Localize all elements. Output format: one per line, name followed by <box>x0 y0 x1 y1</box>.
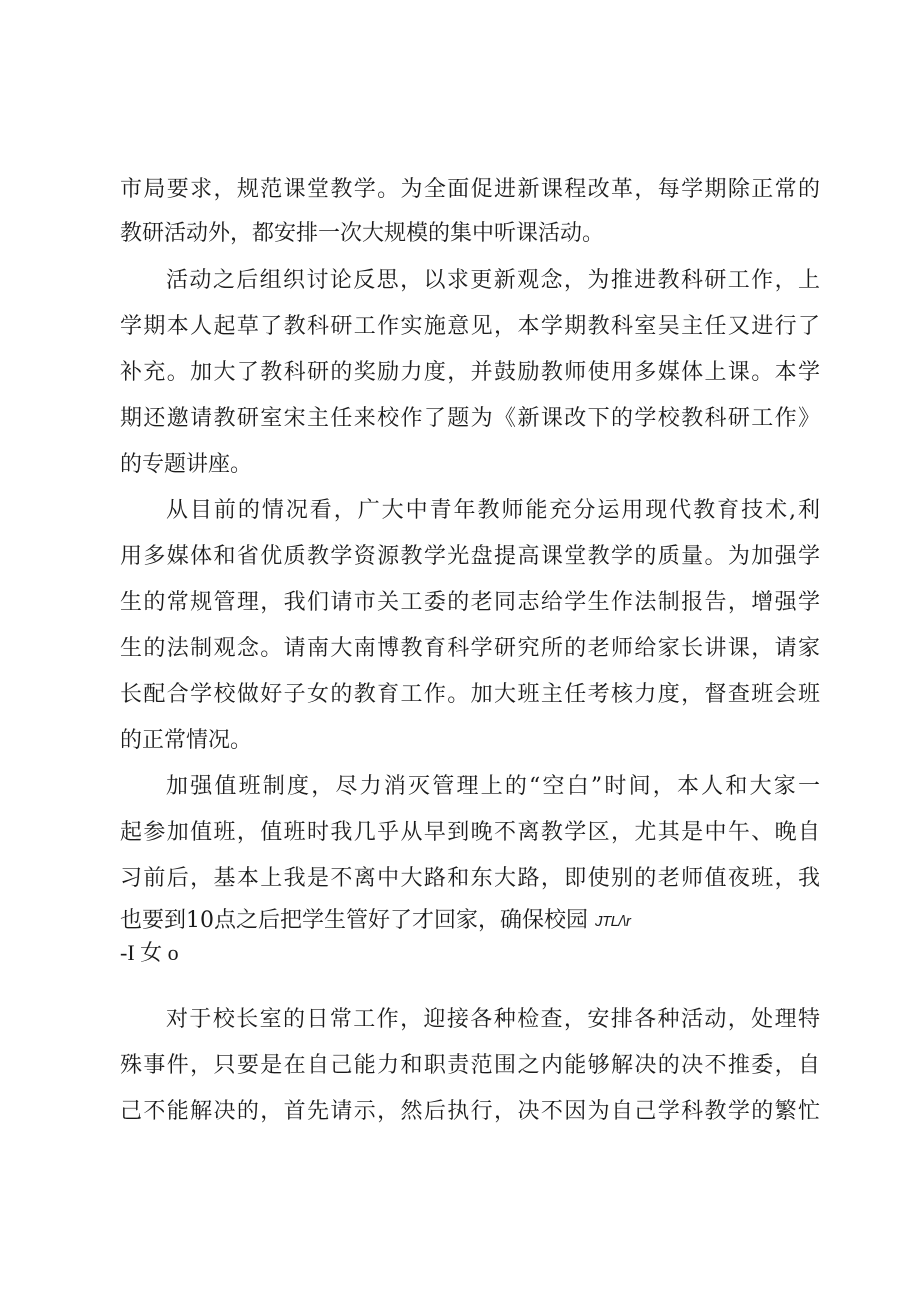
paragraph-3-line-3: 生的常规管理，我们请市关工委的老同志给学生作法制报告，增强学 <box>120 590 820 615</box>
paragraph-2-line-5: 的专题讲座。 <box>120 452 253 477</box>
ocr-garbled-line: -I 女 o <box>120 940 179 965</box>
paragraph-3-line-5: 长配合学校做好子女的教育工作。加大班主任考核力度，督查班会班 <box>120 682 820 707</box>
paragraph-1-line-1: 市局要求，规范课堂教学。为全面促进新课程改革，每学期除正常的 <box>120 177 820 202</box>
paragraph-2-line-3: 补充。加大了教科研的奖励力度，并鼓励教师使用多媒体上课。本学 <box>120 360 820 385</box>
paragraph-3-line-4: 生的法制观念。请南大南博教育科学研究所的老师给家长讲课，请家 <box>120 636 820 661</box>
paragraph-1-line-2: 教研活动外，都安排一次大规模的集中听课活动。 <box>120 221 605 246</box>
paragraph-3-line-6: 的正常情况。 <box>120 728 253 753</box>
paragraph-4-line-2: 起参加值班，值班时我几乎从早到晚不离教学区，尤其是中午、晚自 <box>120 820 820 845</box>
paragraph-3-line-1: 从目前的情况看，广大中青年教师能充分运用现代教育技术,利 <box>166 498 820 523</box>
paragraph-5-line-3: 己不能解决的，首先请示，然后执行，决不因为自己学科教学的繁忙 <box>120 1099 820 1124</box>
paragraph-4-line-3: 习前后，基本上我是不离中大路和东大路，即使别的老师值夜班，我 <box>120 866 820 891</box>
ocr-scribble-text: JTL/\r <box>595 913 631 930</box>
paragraph-2-line-4: 期还邀请教研室宋主任来校作了题为《新课改下的学校教科研工作》 <box>120 406 820 431</box>
paragraph-4-line-4 <box>120 906 820 936</box>
paragraph-4-line-1: 加强值班制度，尽力消灭管理上的“空白”时间，本人和大家一 <box>166 774 820 799</box>
paragraph-3-line-2: 用多媒体和省优质教学资源教学光盘提高课堂教学的质量。为加强学 <box>120 544 820 569</box>
paragraph-2-line-2: 学期本人起草了教科研工作实施意见，本学期教科室吴主任又进行了 <box>120 314 820 339</box>
paragraph-2-line-1: 活动之后组织讨论反思，以求更新观念，为推进教科研工作，上 <box>166 268 820 293</box>
paragraph-4-line-4-text: 也要到10点之后把学生管好了才回家，确保校园 <box>120 908 588 933</box>
paragraph-5-line-2: 殊事件，只要是在自己能力和职责范围之内能够解决的决不推委，自 <box>120 1053 820 1078</box>
paragraph-5-line-1: 对于校长室的日常工作，迎接各种检查，安排各种活动，处理特 <box>166 1007 820 1032</box>
